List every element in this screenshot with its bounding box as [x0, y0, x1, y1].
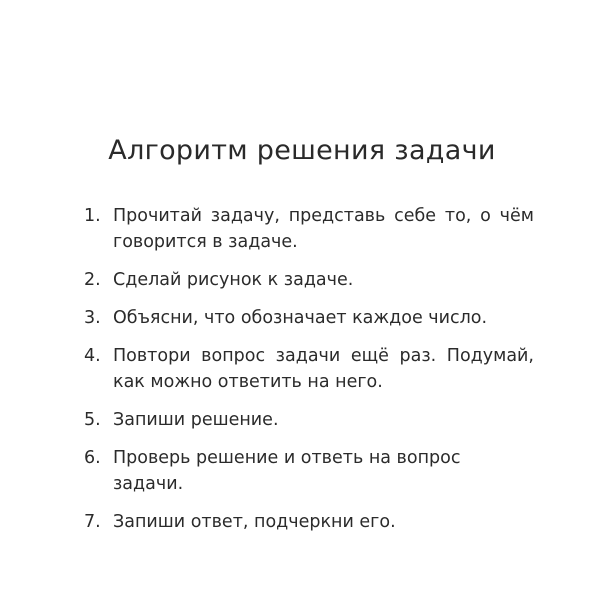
- page-title: Алгоритм решения задачи: [108, 135, 496, 166]
- list-item: [84, 445, 534, 497]
- step-number: 1.: [84, 206, 101, 226]
- step-number: 4.: [84, 346, 101, 366]
- step-text: Объясни, что обозначает каждое число.: [113, 308, 488, 328]
- list-item: [84, 203, 534, 255]
- step-number: 3.: [84, 308, 101, 328]
- algorithm-steps-list: [84, 203, 534, 547]
- list-item: [84, 407, 534, 433]
- step-number: 7.: [84, 512, 101, 532]
- step-number: 5.: [84, 410, 101, 430]
- step-number: 6.: [84, 448, 101, 468]
- step-text: Проверь решение и ответь на вопрос задачи.: [113, 448, 461, 494]
- list-item: [84, 305, 534, 331]
- step-text: Запиши ответ, подчеркни его.: [113, 512, 396, 532]
- list-item: [84, 343, 534, 395]
- list-item: [84, 267, 534, 293]
- list-item: [84, 509, 534, 535]
- step-text: Прочитай задачу, представь себе то, о чём говорится в задаче.: [113, 206, 534, 252]
- step-number: 2.: [84, 270, 101, 290]
- step-text: Повтори вопрос задачи ещё раз. Подумай, как можно ответить на него.: [113, 346, 534, 392]
- step-text: Запиши решение.: [113, 410, 279, 430]
- step-text: Сделай рисунок к задаче.: [113, 270, 354, 290]
